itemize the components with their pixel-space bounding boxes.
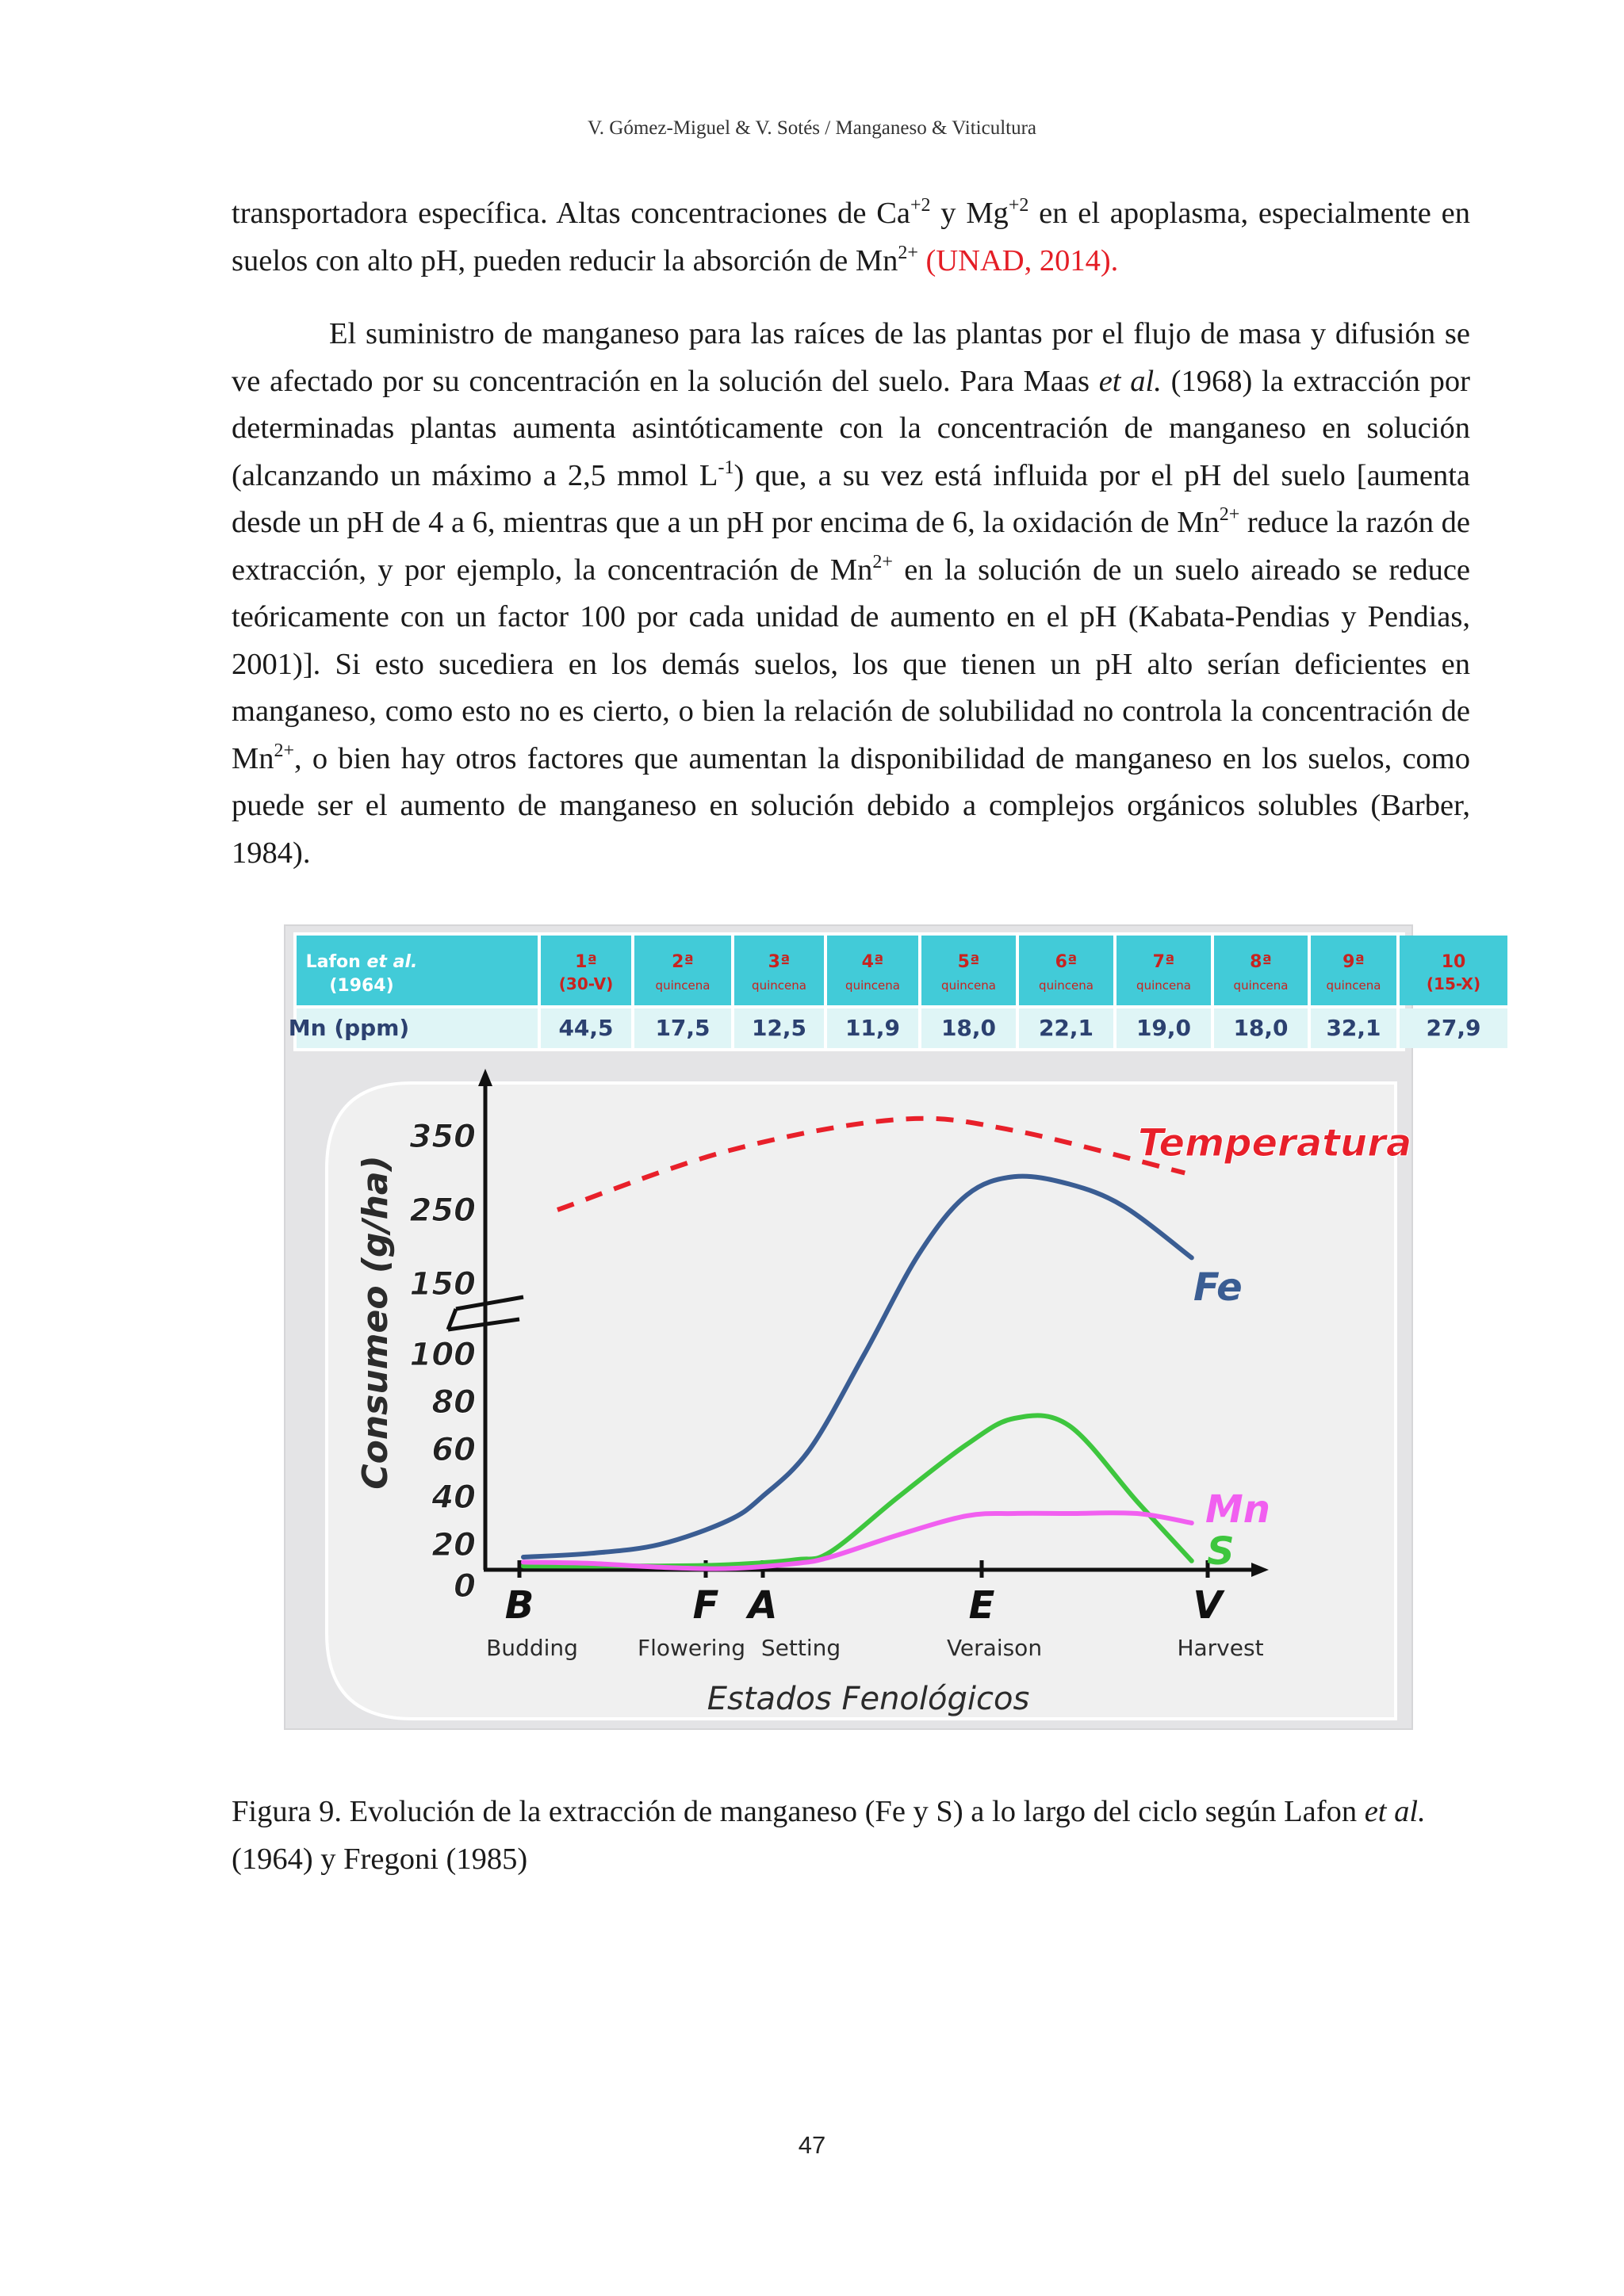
- stage-name: Budding: [486, 1635, 578, 1661]
- p1-text-3: en el apoplasma, especialmente en suelos con alto pH, pueden reducir la absorción de Mn: [232, 197, 1471, 277]
- lafon-table: [289, 932, 1507, 1051]
- legend-temperatura: Temperatura: [1138, 1121, 1412, 1165]
- p1-sup-2: +2: [1008, 195, 1029, 216]
- table-header-top: 5ª: [957, 952, 980, 972]
- table-value: 17,5: [655, 1015, 710, 1041]
- table-value: 27,9: [1426, 1015, 1481, 1041]
- p2-sup-4: 2+: [274, 740, 295, 761]
- y-tick-label: 350: [409, 1119, 476, 1155]
- table-header-sub: quincena: [941, 978, 996, 993]
- p1-text-2: y Mg: [930, 197, 1009, 230]
- y-tick-label: 250: [409, 1192, 476, 1229]
- caption-etal: et al.: [1364, 1795, 1426, 1828]
- table-value: 11,9: [845, 1015, 901, 1041]
- table-header-sub: (15-X): [1426, 974, 1481, 993]
- stage-letter: B: [504, 1583, 534, 1628]
- y-tick-label: 20: [431, 1527, 476, 1563]
- table-header-top: 1ª: [575, 952, 597, 972]
- table-header-top: 3ª: [768, 952, 791, 972]
- table-header-sub: quincena: [1326, 978, 1381, 993]
- y-axis-arrow: [478, 1069, 492, 1086]
- p1-sup-3: 2+: [898, 242, 918, 263]
- p1-sup-1: +2: [910, 195, 931, 216]
- table-header-sub: (30-V): [558, 974, 614, 993]
- stage-name: Harvest: [1177, 1635, 1264, 1661]
- y-tick-label: 60: [431, 1432, 476, 1468]
- caption-text-1: Figura 9. Evolución de la extracción de manganeso (Fe y S) a lo largo del ciclo según Lafon: [232, 1795, 1365, 1828]
- p2-sup-3: 2+: [872, 551, 893, 572]
- p2-text-4: reduce la razón de extracción, y por ejemplo, la concentración de Mn: [232, 506, 1470, 587]
- table-corner-year: (1964): [329, 976, 394, 996]
- y-tick-label: 40: [431, 1479, 476, 1516]
- table-header-top: 4ª: [861, 952, 884, 972]
- p2-etal: et al.: [1098, 364, 1162, 398]
- page-number: 47: [798, 2131, 826, 2159]
- p1-text-1: transportadora específica. Altas concentraciones de Ca: [232, 197, 910, 230]
- stage-letter: F: [692, 1583, 719, 1628]
- table-header-sub: quincena: [1233, 978, 1289, 993]
- stage-letter: A: [748, 1583, 778, 1628]
- table-header-top: 9ª: [1342, 952, 1365, 972]
- table-header-top: 7ª: [1152, 952, 1175, 972]
- y-tick-label: 150: [409, 1266, 476, 1303]
- y-tick-label: 100: [409, 1337, 476, 1373]
- stage-name: Veraison: [946, 1635, 1043, 1661]
- legend-s: S: [1207, 1529, 1235, 1574]
- table-value: 12,5: [751, 1015, 807, 1041]
- table-header-top: 8ª: [1250, 952, 1272, 972]
- table-corner-title: Lafon et al.: [305, 952, 418, 972]
- figure-caption: [232, 1789, 1470, 1883]
- table-header-sub: quincena: [1039, 978, 1094, 993]
- p2-sup-1: -1: [718, 457, 734, 478]
- legend-mn: Mn: [1205, 1487, 1270, 1532]
- table-header-sub: quincena: [845, 978, 900, 993]
- table-header-top: 10: [1441, 952, 1466, 972]
- p2-text-6: , o bien hay otros factores que aumentan la disponibilidad de manganeso en los suelos, como puede ser el aumento de manganeso en solución debido a complejos orgánicos solubles (Barber, 1984).: [232, 741, 1470, 870]
- p2-sup-2: 2+: [1219, 504, 1240, 525]
- p2-text-2: (1968) la extracción por determinadas plantas aumenta asintóticamente con la concentración de manganeso en solución (alcanzando un máximo a 2,5 mmol L: [232, 364, 1471, 492]
- stage-letter: V: [1193, 1583, 1223, 1628]
- table-header-top: 6ª: [1055, 952, 1078, 972]
- table-row-label: Mn (ppm): [288, 1015, 410, 1041]
- y-tick-label: 80: [431, 1384, 476, 1421]
- table-header-top: 2ª: [672, 952, 694, 972]
- p2-text-5: en la solución de un suelo aireado se reduce teóricamente con un factor 100 por cada unidad de aumento en el pH (Kabata-Pendias y Pendias, 2001)]. Si esto sucediera en los demás suelos, los que tienen un pH alto serían deficientes en manganeso, como esto no es cierto, o bien la relación de solubilidad no controla la concentración de Mn: [232, 553, 1470, 775]
- caption-text-2: (1964) y Fregoni (1985): [232, 1842, 528, 1876]
- table-header-sub: quincena: [1136, 978, 1191, 993]
- table-value: 32,1: [1326, 1015, 1381, 1041]
- stage-name: Flowering: [638, 1635, 745, 1661]
- table-value: 44,5: [558, 1015, 614, 1041]
- stage-letter: E: [968, 1583, 995, 1628]
- y-axis-label: Consumeo (g/ha): [355, 1155, 396, 1490]
- p1-text-4: [918, 244, 926, 277]
- table-header-sub: quincena: [655, 978, 710, 993]
- table-value: 18,0: [940, 1015, 997, 1041]
- y-tick-label: 0: [454, 1568, 476, 1605]
- figure-svg: [285, 926, 1481, 1728]
- p2-text-3: ) que, a su vez está influida por el pH del suelo [aumenta desde un pH de 4 a 6, mientras que a un pH por encima de 6, la oxidación de Mn: [232, 458, 1470, 539]
- table-value: 22,1: [1038, 1015, 1094, 1041]
- table-value: 19,0: [1136, 1015, 1192, 1041]
- legend-fe: Fe: [1193, 1265, 1243, 1310]
- running-header: V. Gómez-Miguel & V. Sotés / Manganeso & Viticultura: [587, 117, 1037, 139]
- citation-unad: (UNAD, 2014).: [925, 243, 1119, 277]
- table-value: 18,0: [1233, 1015, 1289, 1041]
- paragraph-1: [232, 190, 1470, 285]
- paragraph-2: [232, 311, 1470, 877]
- stage-name: Setting: [760, 1635, 841, 1661]
- figure-9: [284, 924, 1481, 1730]
- x-axis-label: Estados Fenológicos: [707, 1681, 1030, 1717]
- p2-text-1: El suministro de manganeso para las raíces de las plantas por el flujo de masa y difusión se ve afectado por su concentración en la solución del suelo. Para Maas: [232, 317, 1470, 398]
- table-header-sub: quincena: [752, 978, 806, 993]
